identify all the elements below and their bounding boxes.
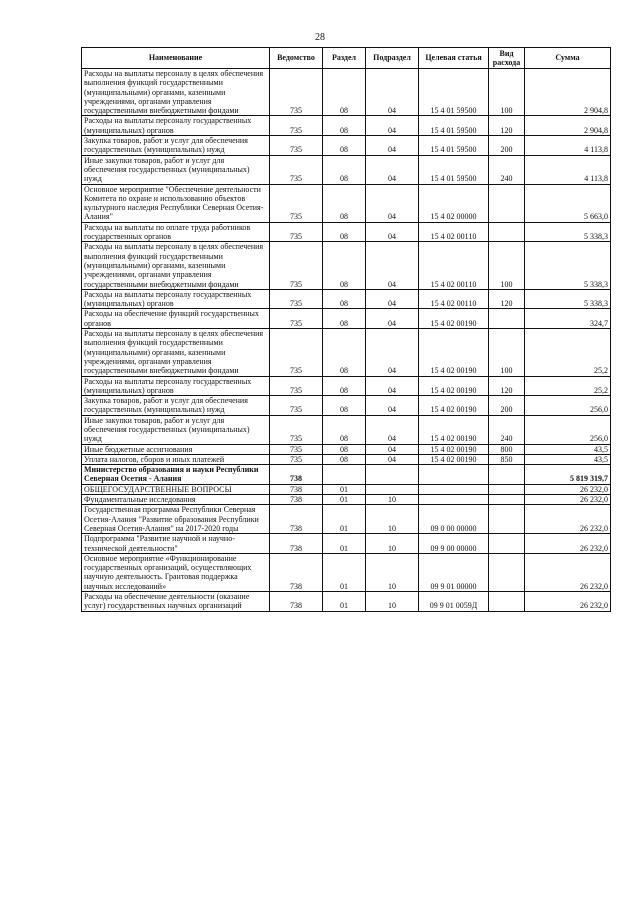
row-name: Фундаментальные исследования <box>82 495 270 505</box>
table-row <box>82 329 611 376</box>
row-subsection-code: 04 <box>366 69 419 116</box>
row-subsection-code: 04 <box>366 289 419 309</box>
row-section-code: 08 <box>323 289 366 309</box>
row-name: Расходы на выплаты персоналу государственных (муниципальных) органов <box>82 289 270 309</box>
row-expense-type <box>489 495 525 505</box>
row-section-code: 01 <box>323 505 366 534</box>
row-target-article <box>419 495 489 505</box>
row-target-article: 15 4 01 59500 <box>419 155 489 184</box>
row-amount: 5 338,3 <box>525 242 611 289</box>
table-row <box>82 309 611 329</box>
row-subsection-code: 10 <box>366 592 419 612</box>
row-department-code: 735 <box>270 376 323 396</box>
row-section-code: 08 <box>323 329 366 376</box>
row-expense-type <box>489 465 525 485</box>
row-subsection-code: 04 <box>366 309 419 329</box>
table-row <box>82 69 611 116</box>
row-expense-type: 100 <box>489 242 525 289</box>
row-target-article: 15 4 02 00110 <box>419 289 489 309</box>
row-name: Расходы на обеспечение функций государственных органов <box>82 309 270 329</box>
table-row <box>82 534 611 554</box>
row-amount: 2 904,8 <box>525 116 611 136</box>
row-department-code: 735 <box>270 155 323 184</box>
row-subsection-code: 04 <box>366 396 419 416</box>
row-section-code: 08 <box>323 222 366 242</box>
row-amount: 26 232,0 <box>525 553 611 591</box>
row-target-article: 15 4 02 00110 <box>419 242 489 289</box>
column-header-target-article: Целевая статья <box>419 48 489 69</box>
table-row <box>82 592 611 612</box>
row-subsection-code: 10 <box>366 553 419 591</box>
row-department-code: 735 <box>270 396 323 416</box>
row-department-code: 738 <box>270 484 323 494</box>
column-header-amount: Сумма <box>525 48 611 69</box>
column-header-department: Ведомство <box>270 48 323 69</box>
row-section-code: 01 <box>323 534 366 554</box>
row-amount: 43,5 <box>525 454 611 464</box>
row-name: ОБЩЕГОСУДАРСТВЕННЫЕ ВОПРОСЫ <box>82 484 270 494</box>
table-row <box>82 136 611 156</box>
table-row <box>82 184 611 222</box>
row-amount: 324,7 <box>525 309 611 329</box>
row-section-code: 08 <box>323 116 366 136</box>
row-target-article <box>419 465 489 485</box>
row-expense-type: 240 <box>489 415 525 444</box>
row-subsection-code <box>366 465 419 485</box>
row-department-code: 735 <box>270 242 323 289</box>
row-expense-type: 120 <box>489 289 525 309</box>
row-name: Основное мероприятие «Функционирование государственных организаций, осуществляющих научную деятельность. Грантовая поддержка научных исследований» <box>82 553 270 591</box>
row-subsection-code: 10 <box>366 495 419 505</box>
row-expense-type <box>489 553 525 591</box>
row-target-article: 15 4 02 00190 <box>419 444 489 454</box>
row-department-code: 738 <box>270 495 323 505</box>
row-target-article: 15 4 01 59500 <box>419 69 489 116</box>
row-name: Министерство образования и науки Республики Северная Осетия - Алания <box>82 465 270 485</box>
row-target-article <box>419 484 489 494</box>
row-department-code: 735 <box>270 116 323 136</box>
row-subsection-code: 04 <box>366 222 419 242</box>
row-name: Подпрограмма "Развитие научной и научно-технической деятельности" <box>82 534 270 554</box>
row-expense-type: 100 <box>489 69 525 116</box>
row-department-code: 735 <box>270 222 323 242</box>
row-section-code: 08 <box>323 415 366 444</box>
row-name: Расходы на выплаты персоналу в целях обеспечения выполнения функций государственными (муниципальными) органами, казенными учреждениями, органами управления государственными внебюджетными фондами <box>82 329 270 376</box>
table-row <box>82 242 611 289</box>
row-name: Расходы на обеспечение деятельности (оказание услуг) государственных научных организаций <box>82 592 270 612</box>
table-row <box>82 454 611 464</box>
row-amount: 4 113,8 <box>525 136 611 156</box>
row-amount: 25,2 <box>525 376 611 396</box>
table-row <box>82 116 611 136</box>
table-row <box>82 505 611 534</box>
row-section-code: 08 <box>323 454 366 464</box>
row-amount: 25,2 <box>525 329 611 376</box>
row-expense-type <box>489 309 525 329</box>
row-subsection-code: 04 <box>366 329 419 376</box>
row-name: Иные бюджетные ассигнования <box>82 444 270 454</box>
row-section-code: 08 <box>323 155 366 184</box>
row-section-code: 08 <box>323 184 366 222</box>
row-section-code: 08 <box>323 376 366 396</box>
table-row <box>82 155 611 184</box>
row-expense-type: 120 <box>489 376 525 396</box>
row-expense-type: 800 <box>489 444 525 454</box>
row-subsection-code: 10 <box>366 534 419 554</box>
table-row <box>82 289 611 309</box>
row-name: Основное мероприятие "Обеспечение деятельности Комитета по охране и использованию объектов культурного наследия Республики Северная Осетия-Алания" <box>82 184 270 222</box>
row-name: Закупка товаров, работ и услуг для обеспечения государственных (муниципальных) нужд <box>82 396 270 416</box>
row-department-code: 738 <box>270 505 323 534</box>
row-expense-type: 100 <box>489 329 525 376</box>
row-target-article: 15 4 02 00190 <box>419 309 489 329</box>
row-section-code: 01 <box>323 495 366 505</box>
row-name: Расходы на выплаты персоналу в целях обеспечения выполнения функций государственными (муниципальными) органами, казенными учреждениями, органами управления государственными внебюджетными фондами <box>82 242 270 289</box>
row-section-code <box>323 465 366 485</box>
row-name: Расходы на выплаты персоналу в целях обеспечения выполнения функций государственными (муниципальными) органами, казенными учреждениями, органами управления государственными внебюджетными фондами <box>82 69 270 116</box>
row-department-code: 735 <box>270 309 323 329</box>
row-expense-type: 850 <box>489 454 525 464</box>
row-subsection-code: 04 <box>366 415 419 444</box>
row-expense-type: 120 <box>489 116 525 136</box>
row-target-article: 09 9 00 00000 <box>419 534 489 554</box>
row-department-code: 735 <box>270 289 323 309</box>
row-name: Расходы на выплаты персоналу государственных (муниципальных) органов <box>82 116 270 136</box>
table-row <box>82 396 611 416</box>
row-section-code: 08 <box>323 309 366 329</box>
row-name: Расходы на выплаты по оплате труда работников государственных органов <box>82 222 270 242</box>
row-amount: 256,0 <box>525 415 611 444</box>
row-target-article: 15 4 02 00190 <box>419 376 489 396</box>
row-department-code: 735 <box>270 454 323 464</box>
row-department-code: 735 <box>270 444 323 454</box>
row-subsection-code: 04 <box>366 116 419 136</box>
row-amount: 4 113,8 <box>525 155 611 184</box>
row-name: Иные закупки товаров, работ и услуг для обеспечения государственных (муниципальных) нужд <box>82 415 270 444</box>
row-department-code: 738 <box>270 534 323 554</box>
row-subsection-code: 04 <box>366 444 419 454</box>
row-subsection-code: 10 <box>366 505 419 534</box>
row-amount: 26 232,0 <box>525 495 611 505</box>
row-department-code: 735 <box>270 415 323 444</box>
row-expense-type <box>489 534 525 554</box>
row-name: Уплата налогов, сборов и иных платежей <box>82 454 270 464</box>
column-header-section: Раздел <box>323 48 366 69</box>
row-amount: 26 232,0 <box>525 484 611 494</box>
row-expense-type <box>489 484 525 494</box>
row-section-code: 08 <box>323 136 366 156</box>
row-amount: 256,0 <box>525 396 611 416</box>
row-name: Государственная программа Республики Северная Осетия-Алания "Развитие образования Республики Северная Осетия-Алания" на 2017-2020 годы <box>82 505 270 534</box>
row-expense-type <box>489 592 525 612</box>
table-row <box>82 415 611 444</box>
column-header-expense-type: Вид расхода <box>489 48 525 69</box>
row-amount: 26 232,0 <box>525 592 611 612</box>
row-department-code: 738 <box>270 592 323 612</box>
row-subsection-code: 04 <box>366 155 419 184</box>
row-expense-type: 240 <box>489 155 525 184</box>
table-header-row <box>82 48 611 69</box>
row-amount: 5 819 319,7 <box>525 465 611 485</box>
table-row <box>82 222 611 242</box>
row-section-code: 08 <box>323 242 366 289</box>
row-subsection-code <box>366 484 419 494</box>
row-department-code: 735 <box>270 329 323 376</box>
table-row <box>82 465 611 485</box>
row-section-code: 01 <box>323 484 366 494</box>
row-target-article: 15 4 02 00190 <box>419 396 489 416</box>
row-target-article: 15 4 02 00190 <box>419 454 489 464</box>
row-target-article: 09 0 00 00000 <box>419 505 489 534</box>
row-amount: 5 338,3 <box>525 222 611 242</box>
row-department-code: 735 <box>270 136 323 156</box>
table-row <box>82 484 611 494</box>
column-header-subsection: Подраздел <box>366 48 419 69</box>
row-target-article: 15 4 02 00190 <box>419 329 489 376</box>
row-department-code: 738 <box>270 465 323 485</box>
row-section-code: 08 <box>323 69 366 116</box>
table-row <box>82 376 611 396</box>
row-target-article: 15 4 01 59500 <box>419 116 489 136</box>
row-expense-type <box>489 222 525 242</box>
row-name: Закупка товаров, работ и услуг для обеспечения государственных (муниципальных) нужд <box>82 136 270 156</box>
row-expense-type <box>489 184 525 222</box>
row-expense-type: 200 <box>489 136 525 156</box>
row-target-article: 15 4 02 00190 <box>419 415 489 444</box>
row-target-article: 15 4 01 59500 <box>419 136 489 156</box>
row-target-article: 15 4 02 00000 <box>419 184 489 222</box>
row-section-code: 08 <box>323 396 366 416</box>
row-target-article: 09 9 01 00000 <box>419 553 489 591</box>
row-subsection-code: 04 <box>366 454 419 464</box>
row-subsection-code: 04 <box>366 242 419 289</box>
table-row <box>82 495 611 505</box>
budget-table <box>81 47 611 612</box>
row-amount: 26 232,0 <box>525 505 611 534</box>
column-header-name: Наименование <box>82 48 270 69</box>
row-amount: 5 338,3 <box>525 289 611 309</box>
row-target-article: 15 4 02 00110 <box>419 222 489 242</box>
row-expense-type <box>489 505 525 534</box>
row-subsection-code: 04 <box>366 376 419 396</box>
row-section-code: 01 <box>323 553 366 591</box>
row-expense-type: 200 <box>489 396 525 416</box>
row-amount: 5 663,0 <box>525 184 611 222</box>
row-department-code: 735 <box>270 184 323 222</box>
table-row <box>82 444 611 454</box>
row-name: Расходы на выплаты персоналу государственных (муниципальных) органов <box>82 376 270 396</box>
page-number: 28 <box>315 32 325 43</box>
row-amount: 2 904,8 <box>525 69 611 116</box>
row-target-article: 09 9 01 0059Д <box>419 592 489 612</box>
row-amount: 26 232,0 <box>525 534 611 554</box>
row-amount: 43,5 <box>525 444 611 454</box>
row-section-code: 01 <box>323 592 366 612</box>
row-department-code: 735 <box>270 69 323 116</box>
row-subsection-code: 04 <box>366 136 419 156</box>
row-department-code: 738 <box>270 553 323 591</box>
row-name: Иные закупки товаров, работ и услуг для обеспечения государственных (муниципальных) нужд <box>82 155 270 184</box>
table-row <box>82 553 611 591</box>
row-subsection-code: 04 <box>366 184 419 222</box>
row-section-code: 08 <box>323 444 366 454</box>
